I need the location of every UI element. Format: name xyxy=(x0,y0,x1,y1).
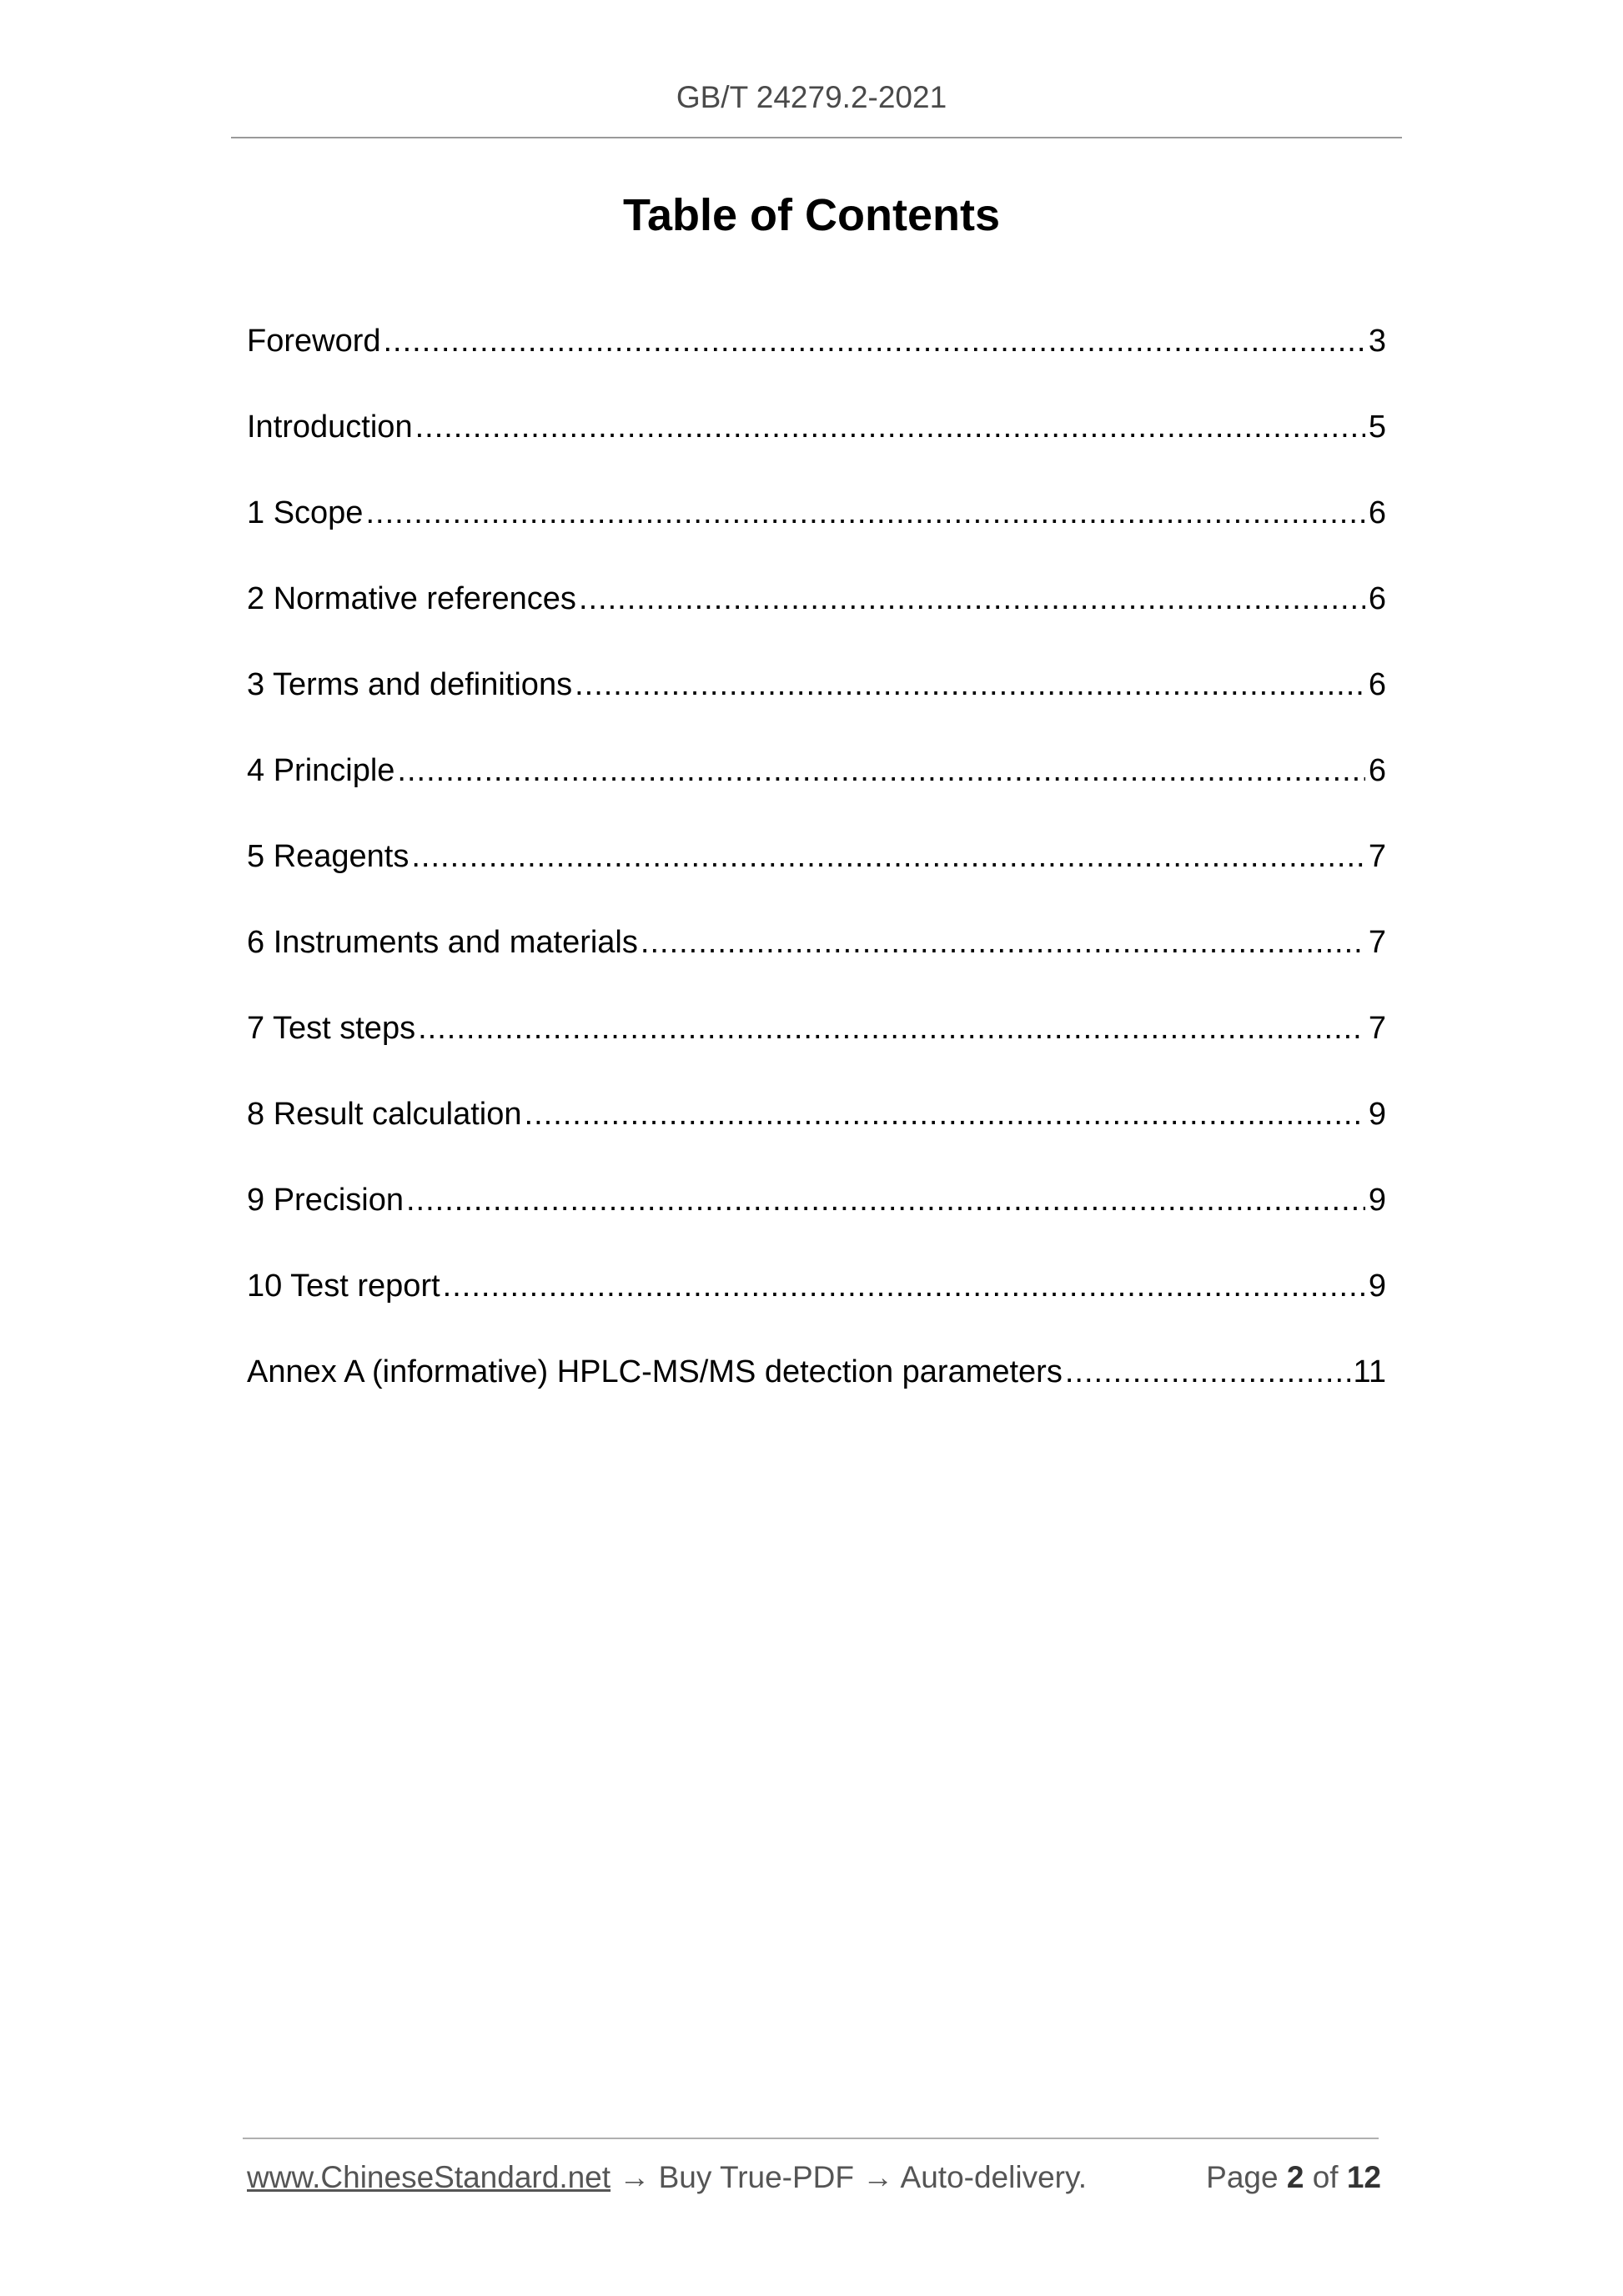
toc-entry-page: 6 xyxy=(1368,495,1386,530)
toc-dot-leader xyxy=(641,925,1365,961)
page-title: Table of Contents xyxy=(623,190,1000,240)
toc-dot-leader xyxy=(575,667,1365,703)
toc-entry-label: 7 Test steps xyxy=(247,1011,416,1046)
toc-dot-leader xyxy=(411,839,1364,875)
toc-dot-leader xyxy=(415,409,1365,445)
toc-entry-instruments-and-materials[interactable] xyxy=(247,925,1386,1011)
toc-dot-leader xyxy=(579,581,1365,617)
toc-entry-label: 4 Principle xyxy=(247,753,395,788)
of-label: of xyxy=(1312,2160,1339,2194)
toc-entry-page: 9 xyxy=(1368,1183,1386,1218)
toc-entry-page: 9 xyxy=(1368,1097,1386,1132)
toc-entry-label: Annex A (informative) HPLC-MS/MS detection parameters xyxy=(247,1354,1063,1389)
website-link[interactable]: www.ChineseStandard.net xyxy=(247,2160,611,2194)
footer-buy-text: Buy True-PDF xyxy=(658,2160,855,2194)
toc-entry-label: 8 Result calculation xyxy=(247,1097,522,1132)
toc-dot-leader xyxy=(384,324,1365,359)
toc-entry-page: 7 xyxy=(1368,1011,1386,1046)
toc-entry-page: 5 xyxy=(1368,409,1386,445)
toc-entry-result-calculation[interactable] xyxy=(247,1097,1386,1183)
toc-entry-label: 3 Terms and definitions xyxy=(247,667,573,702)
footer-promo xyxy=(247,2160,1087,2195)
toc-entry-label: 1 Scope xyxy=(247,495,364,530)
toc-entry-label: Introduction xyxy=(247,409,413,445)
toc-entry-scope[interactable] xyxy=(247,495,1386,581)
toc-entry-foreword[interactable] xyxy=(247,324,1386,409)
toc-dot-leader xyxy=(525,1097,1365,1133)
arrow-right-icon: → xyxy=(619,2160,651,2194)
toc-entry-page: 6 xyxy=(1368,753,1386,788)
toc-entry-test-steps[interactable] xyxy=(247,1011,1386,1097)
toc-entry-page: 3 xyxy=(1368,324,1386,359)
toc-entry-label: 9 Precision xyxy=(247,1183,404,1218)
toc-entry-terms-and-definitions[interactable] xyxy=(247,667,1386,753)
toc-entry-label: 2 Normative references xyxy=(247,581,576,616)
toc-entry-label: Foreword xyxy=(247,324,381,359)
total-pages-number: 12 xyxy=(1346,2160,1381,2194)
footer-delivery-text: Auto-delivery. xyxy=(900,2160,1088,2194)
toc-dot-leader xyxy=(418,1011,1365,1047)
toc-entry-precision[interactable] xyxy=(247,1183,1386,1269)
header-standard-code: GB/T 24279.2-2021 xyxy=(676,80,947,114)
toc-entry-label: 10 Test report xyxy=(247,1269,440,1304)
toc-dot-leader xyxy=(406,1183,1365,1218)
toc-entry-page: 6 xyxy=(1368,667,1386,702)
toc-entry-test-report[interactable] xyxy=(247,1269,1386,1354)
footer-divider xyxy=(243,2138,1379,2139)
toc-dot-leader xyxy=(365,495,1364,531)
page-footer xyxy=(247,2160,1381,2195)
toc-entry-page: 6 xyxy=(1368,581,1386,616)
toc-dot-leader xyxy=(1065,1354,1350,1390)
toc-entry-annex-a[interactable] xyxy=(247,1354,1386,1440)
toc-dot-leader xyxy=(397,753,1364,789)
toc-entry-label: 5 Reagents xyxy=(247,839,410,874)
page-label: Page xyxy=(1206,2160,1279,2194)
toc-entry-page: 9 xyxy=(1368,1269,1386,1304)
table-of-contents xyxy=(247,324,1386,1440)
toc-entry-page: 11 xyxy=(1353,1354,1386,1389)
toc-entry-page: 7 xyxy=(1368,925,1386,960)
toc-dot-leader xyxy=(443,1269,1365,1304)
arrow-right-icon: → xyxy=(862,2160,894,2194)
toc-entry-introduction[interactable] xyxy=(247,409,1386,495)
page-counter xyxy=(1206,2160,1381,2195)
toc-entry-page: 7 xyxy=(1368,839,1386,874)
toc-entry-normative-references[interactable] xyxy=(247,581,1386,667)
toc-entry-reagents[interactable] xyxy=(247,839,1386,925)
header-divider xyxy=(231,137,1402,138)
toc-entry-principle[interactable] xyxy=(247,753,1386,839)
toc-entry-label: 6 Instruments and materials xyxy=(247,925,638,960)
current-page-number: 2 xyxy=(1286,2160,1304,2194)
